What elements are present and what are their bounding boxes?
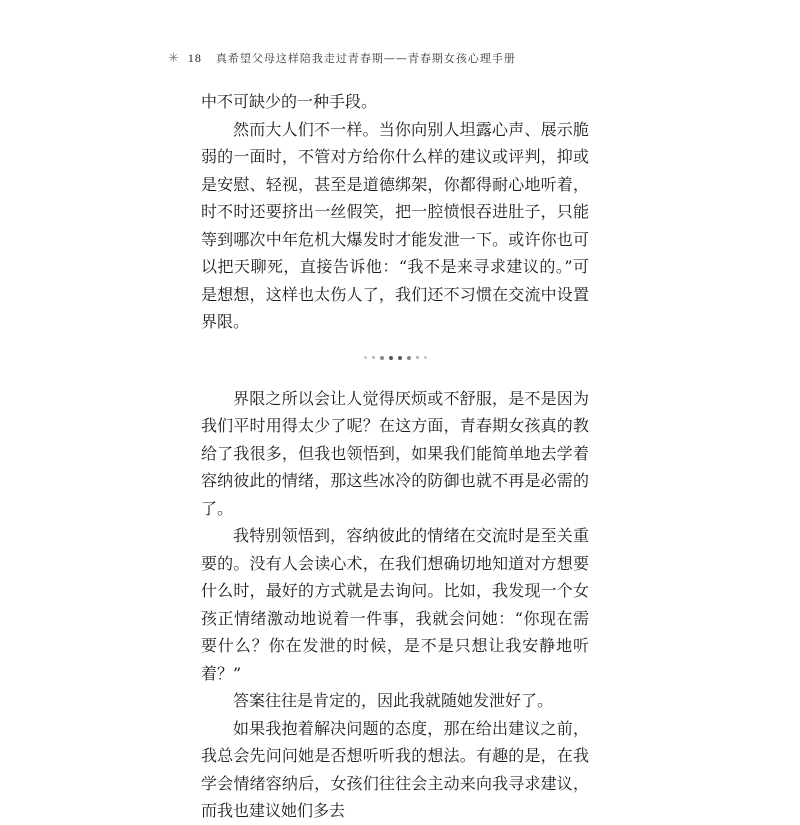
divider-dot [407,356,411,360]
divider-dot [380,356,384,360]
page-number: 18 [187,50,202,65]
divider-dot [416,356,419,359]
page-body [201,88,589,825]
divider-dot [372,356,375,359]
divider-dot [424,356,427,359]
running-header [168,48,648,68]
paragraph: 然而大人们不一样。当你向别人坦露心声、展示脆弱的一面时，不管对方给你什么样的建议或评判，抑或是安慰、轻视，甚至是道德绑架，你都得耐心地听着，时不时还要挤出一丝假笑，把一腔愤恨吞进肚子，只能等到哪次中年危机大爆发时才能发泄一下。或许你也可以把天聊死，直接告诉他：“我不是来寻求建议的。”可是想想，这样也太伤人了，我们还不习惯在交流中设置界限。 [201,119,589,331]
paragraph: 如果我抱着解决问题的态度，那在给出建议之前，我总会先问问她是否想听听我的想法。有趣的是，在我学会情绪容纳后，女孩们往往会主动来向我寻求建议，而我也建议她们多去 [201,718,589,820]
paragraph: 答案往往是肯定的，因此我就随她发泄好了。 [233,691,554,710]
book-title: 真希望父母这样陪我走过青春期——青春期女孩心理手册 [215,52,516,65]
paragraph-continued: 中不可缺少的一种手段。 [201,92,378,111]
section-divider [201,345,589,371]
paragraph: 我特别领悟到，容纳彼此的情绪在交流时是至关重要的。没有人会读心术，在我们想确切地知道对方想要什么时，最好的方式就是去询问。比如，我发现一个女孩正情绪激动地说着一件事，我就会问她：“你现在需要什么？你在发泄的时候，是不是只想让我安静地听着？” [201,526,589,683]
divider-dot [389,356,393,360]
divider-dot [364,356,367,359]
star-icon: ✳ [168,50,180,66]
paragraph: 界限之所以会让人觉得厌烦或不舒服，是不是因为我们平时用得太少了呢？在这方面，青春期女孩真的教给了我很多，但我也领悟到，如果我们能简单地去学着容纳彼此的情绪，那这些冰冷的防御也就不再是必需的了。 [201,388,589,518]
divider-dot [398,356,402,360]
